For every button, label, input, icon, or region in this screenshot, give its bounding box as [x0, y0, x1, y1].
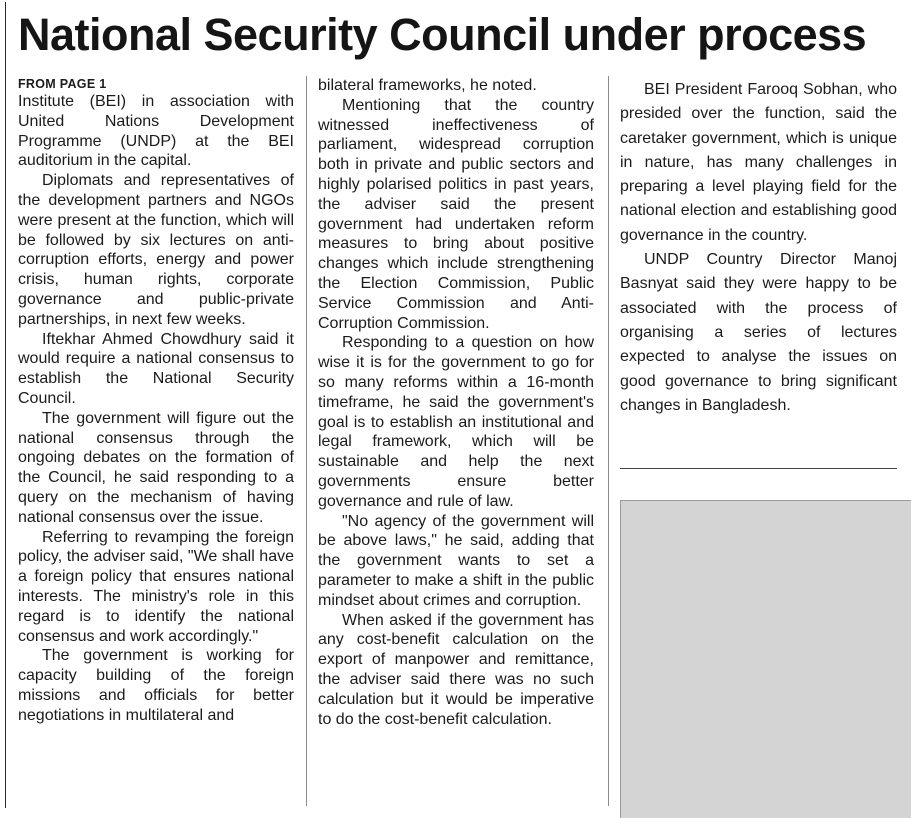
paragraph: The government is working for capacity building of the foreign missions and officials for better negotiations in multilateral and — [18, 647, 294, 724]
paragraph: BEI President Farooq Sobhan, who presided over the function, said the caretaker government, which is unique in nature, has many challenges in preparing a level playing field for the national election and establishing good governance in the country. — [620, 81, 897, 244]
paragraph: Iftekhar Ahmed Chowdhury said it would require a national consensus to establish the National Security Council. — [18, 330, 294, 407]
article-column-3 — [620, 78, 897, 418]
paragraph: Responding to a question on how wise it is for the government to go for so many reforms within a 16-month timeframe, he said the government's goal is to establish an institutional and legal framework, which will be sustainable and help the next governments ensure better governance and rule of law. — [318, 334, 594, 510]
continuation-kicker: FROM PAGE 1 — [18, 77, 107, 91]
paragraph: UNDP Country Director Manoj Basnyat said they were happy to be associated with the process of organising a series of lectures expected to analyse the issues on good governance to bring significant changes in Bangladesh. — [620, 251, 897, 414]
paragraph: Mentioning that the country witnessed ineffectiveness of parliament, widespread corruption both in private and public sectors and highly polarised politics in past years, the adviser said the present government had undertaken reform measures to bring about positive changes which include strengthening the Election Commission, Public Service Commission and Anti-Corruption Commission. — [318, 96, 594, 332]
paragraph: Diplomats and representatives of the development partners and NGOs were present at the function, which will be followed by six lectures on anti-corruption efforts, energy and power crisis, human rights, corporate governance and public-private partnerships, in next few weeks. — [18, 172, 294, 328]
paragraph: The government will figure out the national consensus through the ongoing debates on the formation of the Council, he said responding to a query on the mechanism of having national consensus over the issue. — [18, 409, 294, 526]
paragraph: Referring to revamping the foreign policy, the adviser said, "We shall have a foreign policy that ensures national interests. The ministry's role in this regard is to identify the national consensus and work accordingly." — [18, 528, 294, 645]
paragraph: "No agency of the government will be above laws," he said, adding that the government wants to set a parameter to make a shift in the public mindset about crimes and corruption. — [318, 512, 594, 609]
article-column-1 — [18, 76, 294, 726]
paragraph: bilateral frameworks, he noted. — [318, 77, 537, 94]
article-column-2 — [318, 76, 594, 729]
adjacent-story-area — [620, 500, 911, 818]
article-end-rule — [620, 468, 897, 469]
column-divider — [306, 76, 307, 806]
paragraph: When asked if the government has any cost-benefit calculation on the export of manpower and remittance, the adviser said there was no such calculation but it would be imperative to do the cost-benefit calculation. — [318, 611, 594, 728]
left-column-rule — [5, 2, 6, 808]
headline: National Security Council under process — [18, 9, 867, 60]
paragraph: Institute (BEI) in association with United Nations Development Programme (UNDP) at the BEI auditorium in the capital. — [18, 93, 294, 170]
column-divider — [608, 76, 609, 806]
